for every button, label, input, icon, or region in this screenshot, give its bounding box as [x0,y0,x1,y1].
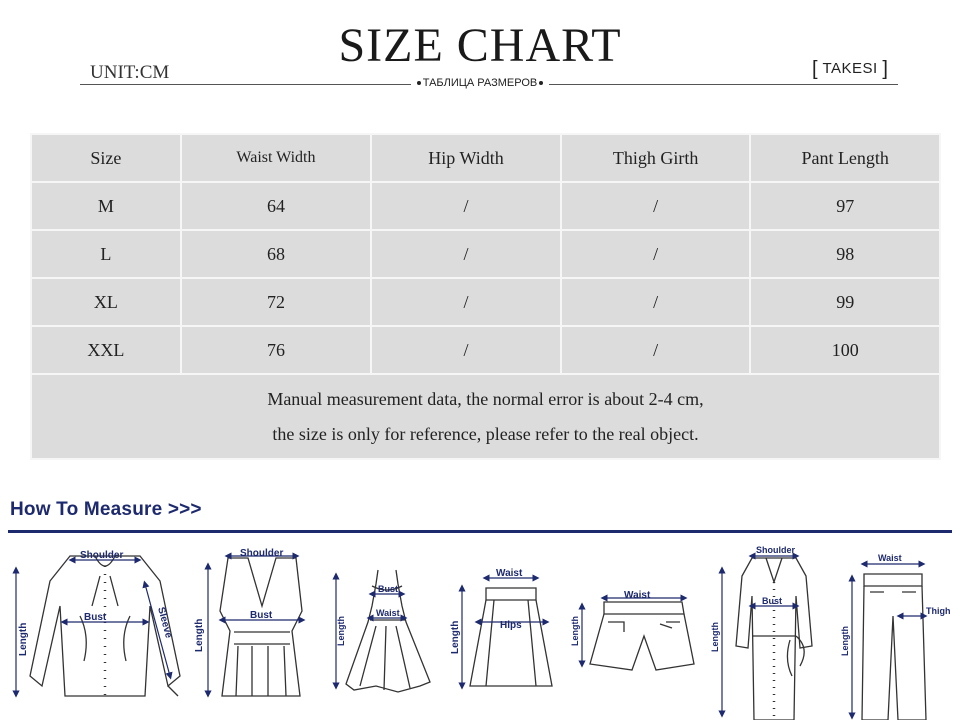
table-cell: M [31,182,181,230]
table-cell: / [371,278,561,326]
dress-length-label: Length [336,616,346,646]
table-cell: / [561,326,751,374]
table-cell: 64 [181,182,372,230]
dress-waist-label: Waist [376,608,400,618]
table-row [31,278,940,326]
table-cell: / [371,326,561,374]
tank-top-length-label: Length [194,618,205,652]
table-cell: 76 [181,326,372,374]
coat-shoulder-label: Shoulder [756,545,796,555]
table-cell: / [371,182,561,230]
subtitle-text: ТАБЛИЦА РАЗМЕРОВ [422,77,538,89]
table-cell: 72 [181,278,372,326]
table-row [31,230,940,278]
tank-top-shoulder-label: Shoulder [240,548,284,559]
skirt-length-label: Length [450,620,461,654]
shorts-diagram [590,602,694,670]
tank-top-diagram [220,558,302,696]
coat-measure-lines [722,556,796,714]
skirt-waist-label: Waist [496,568,523,579]
subtitle [0,77,960,89]
blouse-length-label: Length [18,622,29,656]
header-cell: Thigh Girth [561,134,751,182]
skirt-diagram [470,588,552,686]
pants-waist-label: Waist [878,553,902,563]
header-cell: Waist Width [181,134,372,182]
blouse-bust-label: Bust [84,612,107,623]
brand-close-bracket: ] [882,58,889,80]
pants-thigh-label: Thigh [926,606,951,616]
tank-top-measure-lines [208,556,302,694]
coat-bust-label: Bust [762,596,782,606]
blouse-measure-lines [16,560,170,694]
table-row [31,182,940,230]
brand-open-bracket: [ [812,58,819,80]
table-cell: / [561,230,751,278]
pants-diagram [862,574,926,720]
page-title: SIZE CHART [338,19,622,72]
header-cell: Hip Width [371,134,561,182]
skirt-measure-lines [462,578,546,686]
table-note-row [31,374,940,459]
pants-length-label: Length [840,626,850,656]
measurement-note [31,374,940,459]
how-to-measure-heading: How To Measure >>> [10,499,202,520]
dot-icon [539,81,543,85]
table-row [31,326,940,374]
brand-name: TAKESI [822,60,878,77]
header-cell: Pant Length [750,134,940,182]
header-cell: Size [31,134,181,182]
dress-bust-label: Bust [378,584,398,594]
size-table [30,133,941,460]
table-cell: 68 [181,230,372,278]
table-cell: / [561,182,751,230]
table-cell: XL [31,278,181,326]
how-to-measure-divider [8,530,952,533]
dot-icon [417,81,421,85]
note-line: the size is only for reference, please refer to the real object. [272,423,699,444]
measure-diagrams [0,536,960,720]
table-cell: 99 [750,278,940,326]
tank-top-bust-label: Bust [250,610,273,621]
table-cell: L [31,230,181,278]
skirt-hips-label: Hips [500,620,522,631]
table-cell: 98 [750,230,940,278]
table-header-row [31,134,940,182]
shorts-waist-label: Waist [624,590,651,601]
table-cell: / [371,230,561,278]
blouse-shoulder-label: Shoulder [80,550,124,561]
blouse-diagram [30,556,180,696]
shorts-length-label: Length [570,616,580,646]
table-cell: / [561,278,751,326]
table-cell: 97 [750,182,940,230]
coat-length-label: Length [710,622,720,652]
blouse-sleeve-label: Sleeve [155,605,174,640]
table-cell: 100 [750,326,940,374]
note-line: Manual measurement data, the normal error is about 2-4 cm, [267,388,704,409]
coat-diagram [736,558,812,720]
table-cell: XXL [31,326,181,374]
unit-label: UNIT:CM [90,62,170,83]
shorts-measure-lines [582,598,684,664]
